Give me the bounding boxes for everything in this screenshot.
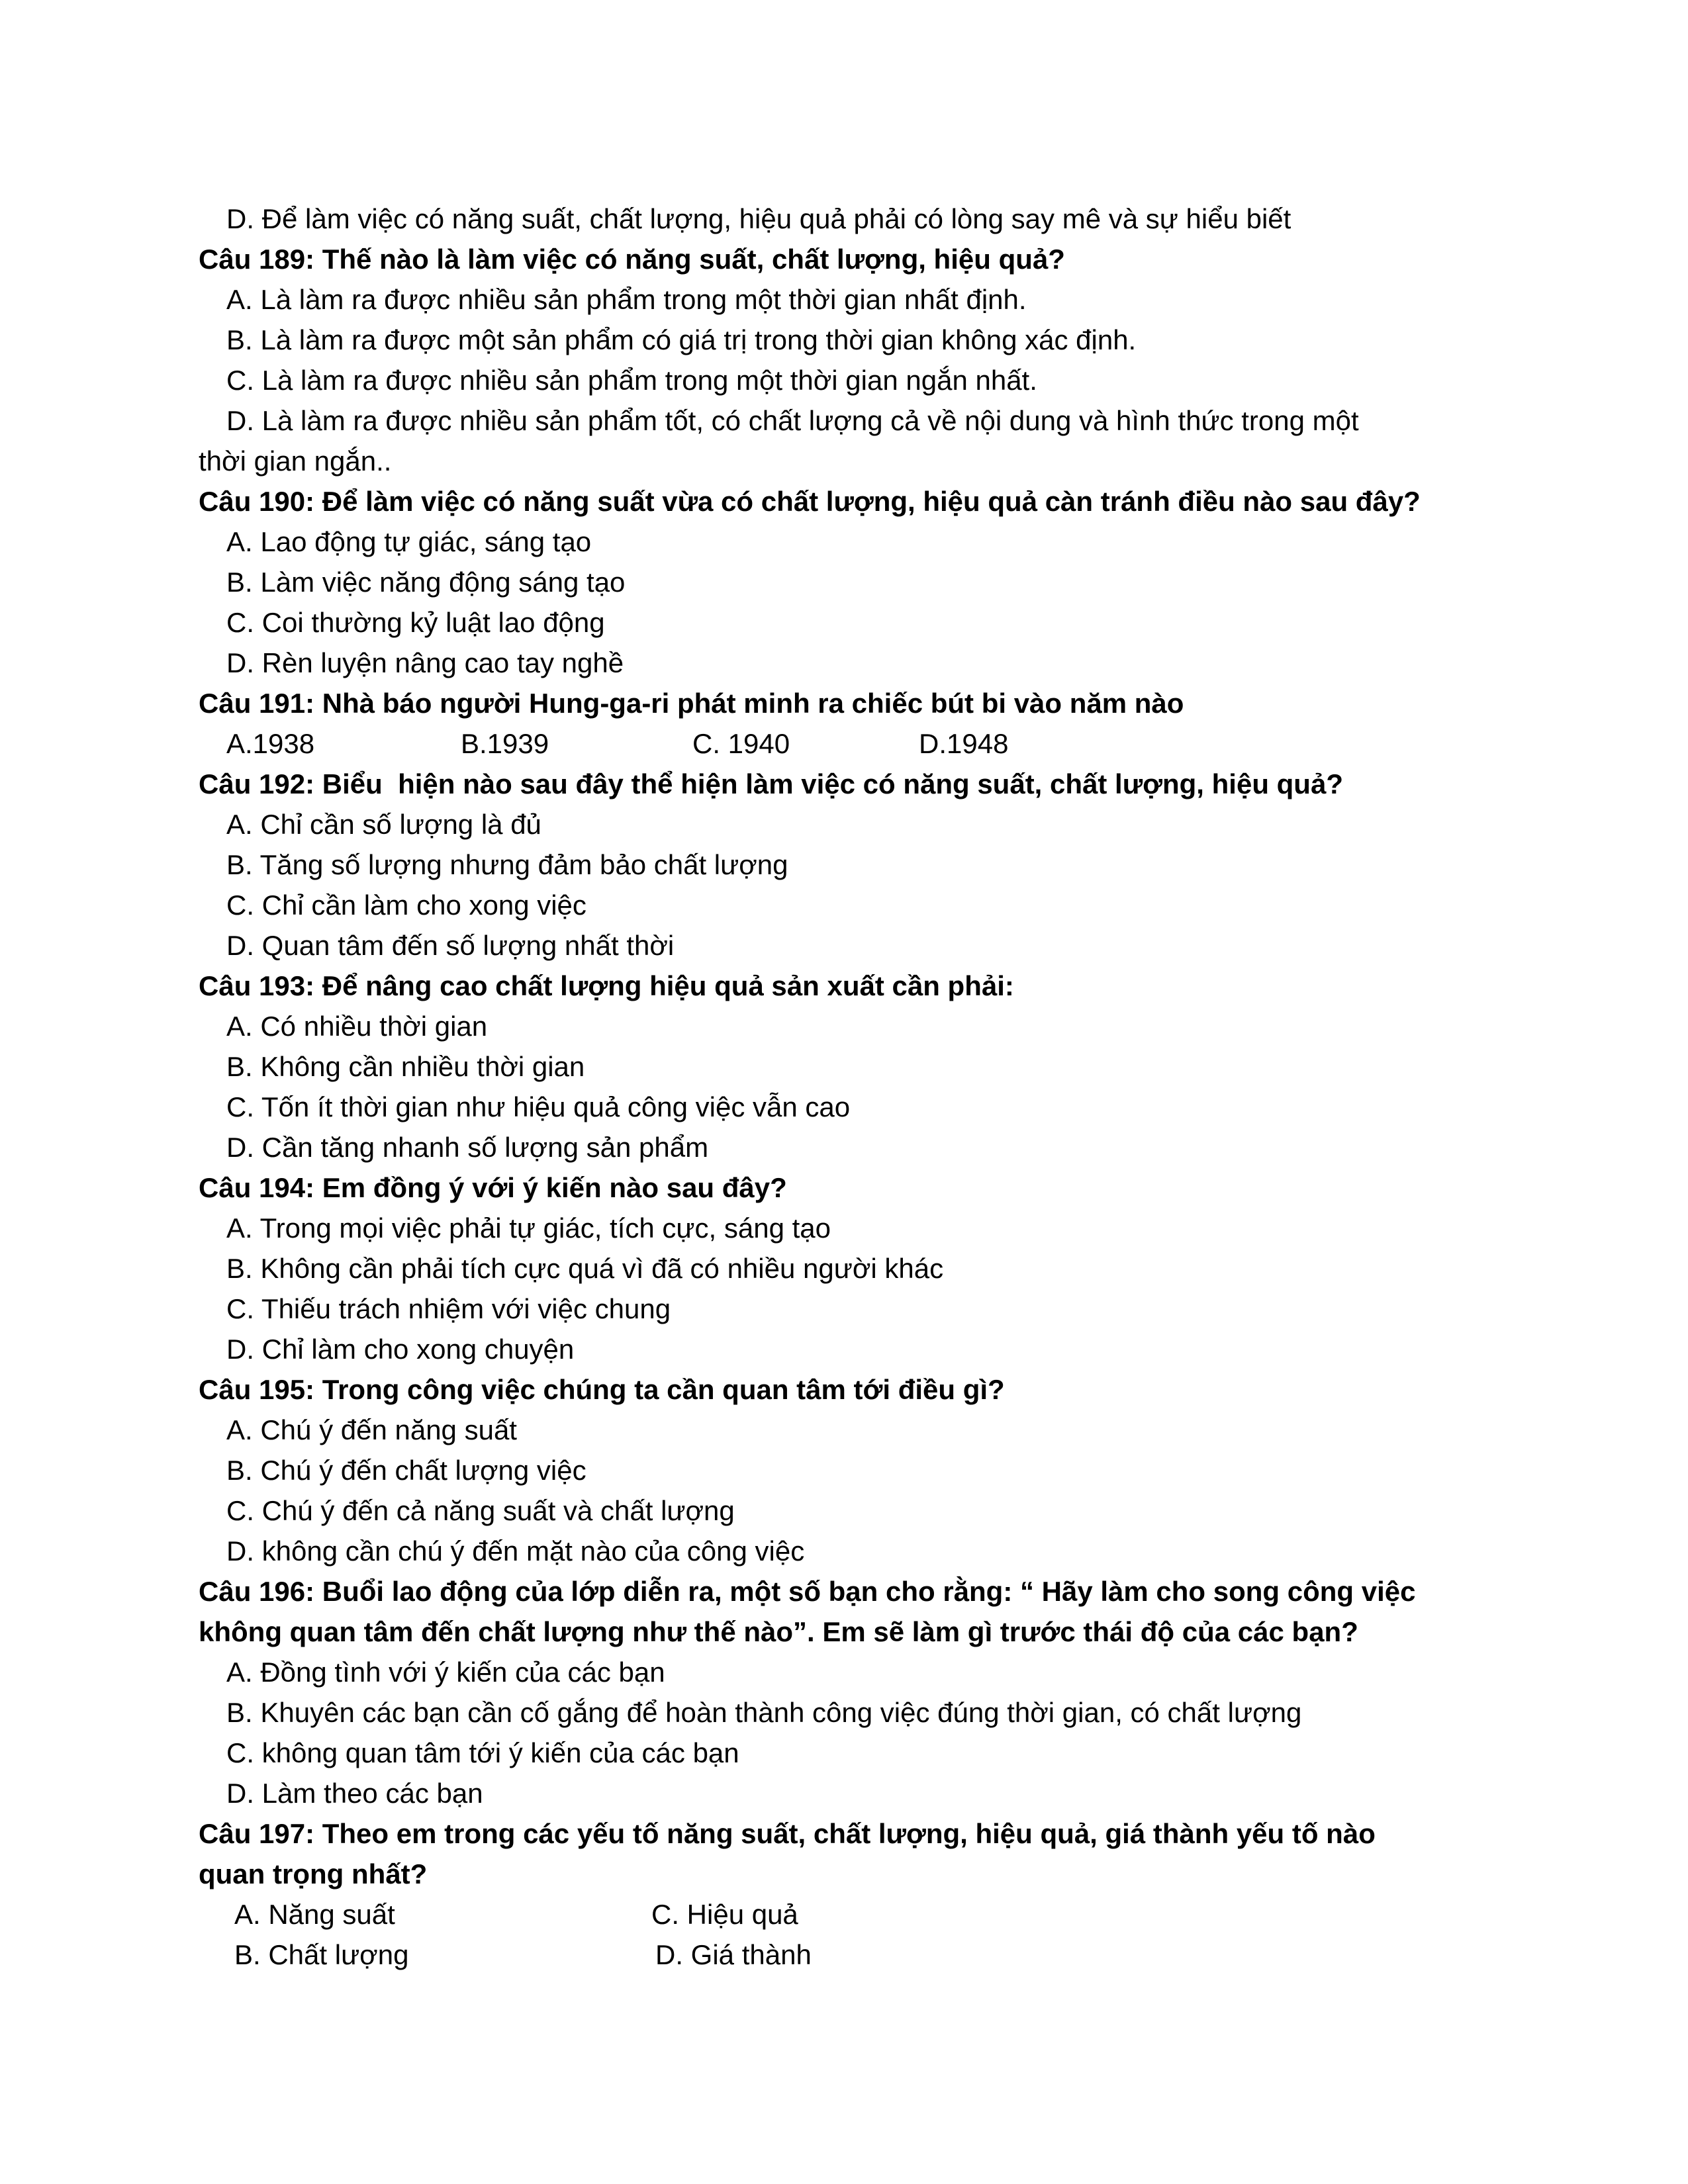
questions-block-1 <box>199 199 1470 723</box>
q191-option-d: D.1948 <box>919 728 1009 759</box>
answer-option: B. Chú ý đến chất lượng việc <box>226 1455 586 1486</box>
question-text: không quan tâm đến chất lượng như thế nào”. Em sẽ làm gì trước thái độ của các bạn? <box>199 1616 1358 1647</box>
q191-options-row <box>199 723 1470 764</box>
answer-option: C. không quan tâm tới ý kiến của các bạn <box>226 1737 739 1768</box>
question-text: Câu 197: Theo em trong các yếu tố năng suất, chất lượng, hiệu quả, giá thành yếu tố nào <box>199 1818 1376 1849</box>
answer-option: A. Đồng tình với ý kiến của các bạn <box>226 1657 665 1688</box>
q191-option-c: C. 1940 <box>692 728 790 759</box>
question-text: Câu 192: Biểu hiện nào sau đây thể hiện làm việc có năng suất, chất lượng, hiệu quả? <box>199 768 1343 799</box>
answer-option: B. Không cần nhiều thời gian <box>226 1051 585 1082</box>
question-text: Câu 190: Để làm việc có năng suất vừa có chất lượng, hiệu quả càn tránh điều nào sau đây? <box>199 486 1421 517</box>
q197-options-row-1 <box>199 1894 1470 1934</box>
question-text: quan trọng nhất? <box>199 1858 428 1889</box>
answer-option: C. Là làm ra được nhiều sản phẩm trong một thời gian ngắn nhất. <box>226 365 1037 396</box>
answer-option: D. Là làm ra được nhiều sản phẩm tốt, có chất lượng cả về nội dung và hình thức trong một <box>226 405 1359 436</box>
question-text: Câu 193: Để nâng cao chất lượng hiệu quả sản xuất cần phải: <box>199 970 1014 1001</box>
answer-option: D. Chỉ làm cho xong chuyện <box>226 1334 575 1365</box>
answer-option: D. không cần chú ý đến mặt nào của công việc <box>226 1535 805 1567</box>
answer-option: C. Thiếu trách nhiệm với việc chung <box>226 1293 671 1324</box>
answer-option: D. Cần tăng nhanh số lượng sản phẩm <box>226 1132 709 1163</box>
answer-option: A. Trong mọi việc phải tự giác, tích cực, sáng tạo <box>226 1212 831 1244</box>
q197-options-row-2 <box>199 1934 1470 1975</box>
q191-option-b: B.1939 <box>461 728 549 759</box>
q197-option-a: A. Năng suất <box>234 1899 395 1930</box>
answer-option: D. Để làm việc có năng suất, chất lượng, hiệu quả phải có lòng say mê và sự hiểu biết <box>226 203 1291 234</box>
q197-option-c: C. Hiệu quả <box>651 1899 798 1930</box>
answer-option: A. Là làm ra được nhiều sản phẩm trong một thời gian nhất định. <box>226 284 1027 315</box>
answer-option: B. Làm việc năng động sáng tạo <box>226 567 626 598</box>
question-text: Câu 189: Thế nào là làm việc có năng suất, chất lượng, hiệu quả? <box>199 244 1065 275</box>
q197-option-d: D. Giá thành <box>655 1939 812 1970</box>
q197-option-b: B. Chất lượng <box>234 1939 409 1970</box>
question-text: Câu 191: Nhà báo người Hung-ga-ri phát minh ra chiếc bút bi vào năm nào <box>199 688 1184 719</box>
questions-block-2 <box>199 764 1470 1894</box>
answer-option: B. Là làm ra được một sản phẩm có giá trị trong thời gian không xác định. <box>226 324 1137 355</box>
document-page <box>199 199 1470 1975</box>
q191-option-a: A.1938 <box>226 728 315 759</box>
answer-option: A. Chỉ cần số lượng là đủ <box>226 809 541 840</box>
question-text: Câu 196: Buổi lao động của lớp diễn ra, một số bạn cho rằng: “ Hãy làm cho song công việc <box>199 1576 1416 1607</box>
answer-option: C. Chỉ cần làm cho xong việc <box>226 889 586 921</box>
answer-option: D. Rèn luyện nâng cao tay nghề <box>226 647 624 678</box>
answer-option: D. Quan tâm đến số lượng nhất thời <box>226 930 675 961</box>
answer-option: B. Tăng số lượng nhưng đảm bảo chất lượng <box>226 849 788 880</box>
option-continuation: thời gian ngắn.. <box>199 445 392 477</box>
answer-option: C. Chú ý đến cả năng suất và chất lượng <box>226 1495 735 1526</box>
question-text: Câu 195: Trong công việc chúng ta cần quan tâm tới điều gì? <box>199 1374 1005 1405</box>
question-text: Câu 194: Em đồng ý với ý kiến nào sau đây? <box>199 1172 787 1203</box>
answer-option: C. Coi thường kỷ luật lao động <box>226 607 605 638</box>
answer-option: D. Làm theo các bạn <box>226 1778 483 1809</box>
answer-option: A. Chú ý đến năng suất <box>226 1414 517 1445</box>
answer-option: A. Có nhiều thời gian <box>226 1011 488 1042</box>
answer-option: B. Khuyên các bạn cần cố gắng để hoàn thành công việc đúng thời gian, có chất lượng <box>226 1697 1302 1728</box>
answer-option: A. Lao động tự giác, sáng tạo <box>226 526 592 557</box>
answer-option: B. Không cần phải tích cực quá vì đã có nhiều người khác <box>226 1253 944 1284</box>
answer-option: C. Tốn ít thời gian như hiệu quả công việc vẫn cao <box>226 1091 851 1122</box>
